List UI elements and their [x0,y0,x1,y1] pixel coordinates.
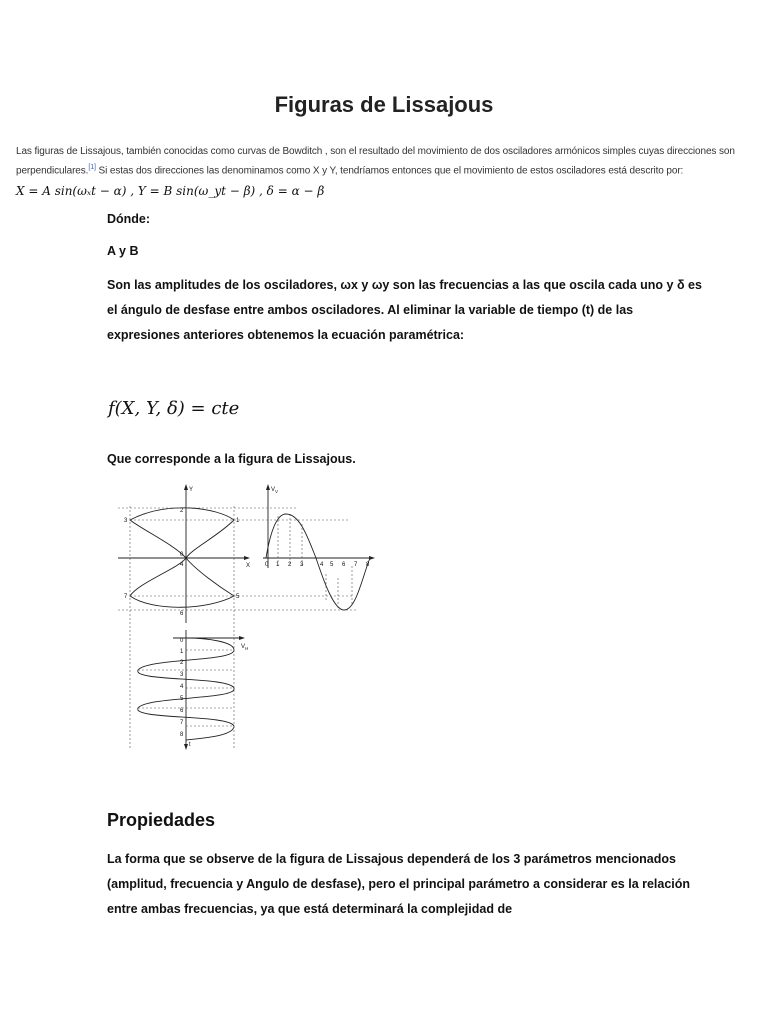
svg-text:7: 7 [180,720,184,726]
intro-text-2: Si estas dos direcciones las denominamos como X y Y, tendríamos entonces que el movimiento de estos osciladores está descrito por: [95,165,684,177]
svg-text:2: 2 [180,508,184,514]
svg-text:4: 4 [320,562,324,568]
propiedades-paragraph: La forma que se observe de la figura de Lissajous dependerá de los 3 parámetros mencionados (amplitud, frecuencia y Angulo de desfase), pero el principal parámetro a considerar es la relación entre ambas frecuencias, ya que está determinará la complejidad de [107,852,691,916]
svg-text:8: 8 [366,562,370,568]
ayb-label: A y B [107,244,139,258]
svg-text:3: 3 [180,672,184,678]
label-vh: $V_H$ [241,644,249,651]
page-title: Figuras de Lissajous [274,92,494,117]
svg-text:8: 8 [180,732,184,738]
svg-text:4: 4 [180,684,184,690]
intro-paragraph [16,144,746,179]
label-y: Y [189,487,194,493]
corresponde-text: Que corresponde a la figura de Lissajous. [107,452,356,466]
svg-text:5: 5 [180,696,184,702]
svg-text:1: 1 [180,649,184,655]
svg-text:5: 5 [236,594,240,600]
svg-text:0: 0 [265,562,269,568]
svg-text:7: 7 [124,594,128,600]
label-t: t [189,742,191,748]
label-vv: $V_V$ [271,487,279,494]
svg-text:6: 6 [180,708,184,714]
svg-text:6: 6 [180,611,184,617]
svg-text:4: 4 [180,562,184,568]
svg-text:0: 0 [180,552,184,558]
svg-text:2: 2 [180,660,184,666]
svg-text:6: 6 [342,562,346,568]
parametric-equation: f(X, Y, δ) = cte [108,398,240,419]
svg-text:5: 5 [330,562,334,568]
amplitudes-paragraph: Son las amplitudes de los osciladores, ωx y ωy son las frecuencias a las que oscila cada uno y δ es el ángulo de desfase entre ambos osciladores. Al eliminar la variable de tiempo (t) de las expresiones anteriores obtenemos la ecuación paramétrica: [107,278,702,342]
svg-text:7: 7 [354,562,358,568]
svg-text:2: 2 [288,562,292,568]
reference-link[interactable]: [1] [88,164,96,171]
svg-text:1: 1 [276,562,280,568]
lissajous-figure [108,478,388,752]
label-x: X [246,563,251,569]
intro-text-1: Las figuras de Lissajous, también conocidas como curvas de Bowditch , son el resultado del movimiento de dos osciladores armónicos simples cuyas direcciones son perpendiculares. [16,146,735,177]
donde-label: Dónde: [107,212,151,226]
section-heading-propiedades: Propiedades [107,810,216,830]
svg-text:0: 0 [180,638,184,644]
svg-text:3: 3 [124,518,128,524]
oscillator-equations: X = A sin(ωₓt − α) , Y = B sin(ω_yt − β) , δ = α − β [16,184,325,198]
svg-text:1: 1 [236,518,240,524]
svg-text:3: 3 [300,562,304,568]
